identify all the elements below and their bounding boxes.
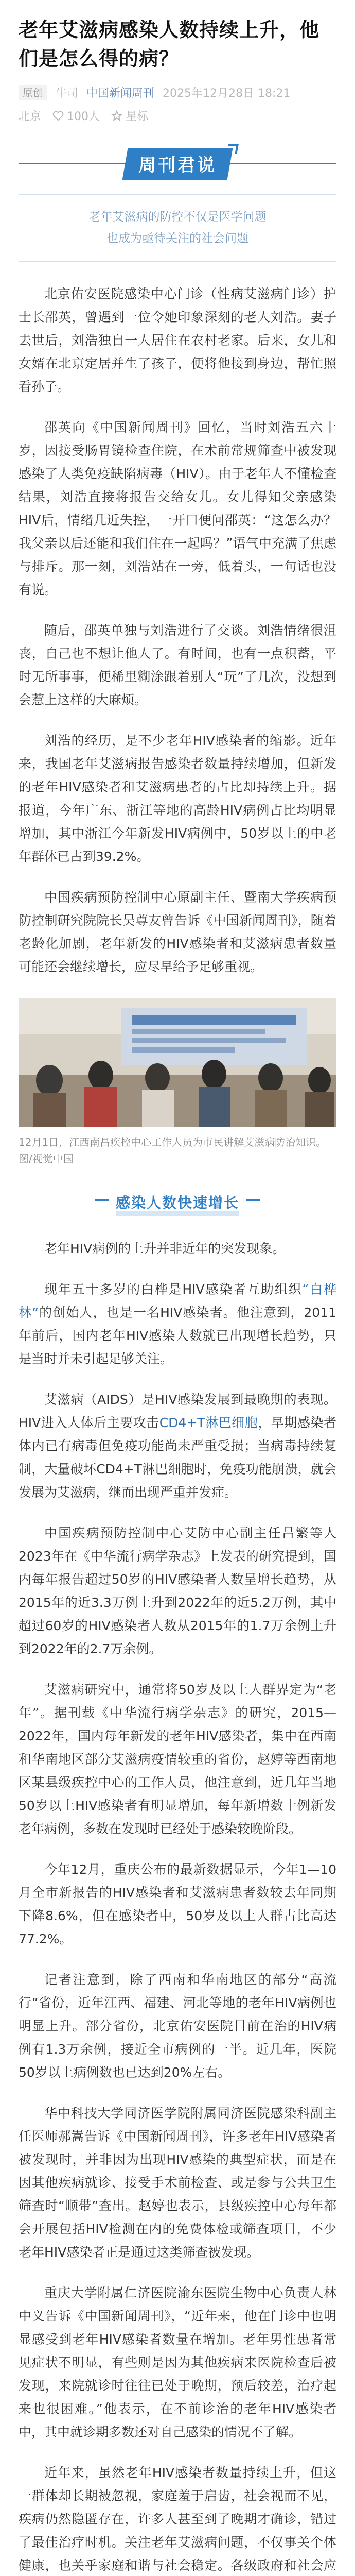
subtitle-line-1: 老年艾滋病的防控不仅是医学问题 bbox=[88, 210, 267, 224]
paragraph-10: 艾滋病研究中，通常将50岁及以上人群界定为“老年”。据刊载《中华流行病学杂志》的研究，2015—2022年，国内每年新发的老年HIV感染者，集中在西南和华南地区部分艾滋病疫情较重的省份，赵婷等西南地区某县级疾控中心的工作人员，他注意到，近几年当地50岁以上HIV感染者有明显增加，每年新增数十例新发老年病例，多数在发现时已经处于感染较晚阶段。 bbox=[19, 1682, 336, 1836]
paragraph-11: 今年12月，重庆公布的最新数据显示，今年1—10月全市新报告的HIV感染者和艾滋病患者数较去年同期下降8.6%，但在感染者中，50岁及以上人群占比高达77.2%。 bbox=[19, 1862, 336, 1946]
source-link[interactable]: 中国新闻周刊 bbox=[86, 87, 155, 100]
article-meta bbox=[0, 73, 355, 100]
section-heading-text: 感染人数快速增长 bbox=[95, 1189, 260, 1215]
paragraph-15-text: 近年来，虽然老年HIV感染者数量持续上升，但这一群体却长期被忽视，家庭羞于启齿，社会视而不见，疾病仍然隐匿存在，许多人甚至到了晚期才确诊，错过了最佳治疗时机。关注老年艾滋病问题，不仅事关个体健康，也关乎家庭和谐与社会稳定。各级政府和社会应 bbox=[19, 2465, 336, 2573]
paragraph-4: 刘浩的经历，是不少老年HIV感染者的缩影。近年来，我国老年艾滋病报告感染者数量持续增加，但新发的老年HIV感染者和艾滋病患者的占比却持续上升。据报道，今年广东、浙江等地的高龄HIV病例占比均明显增加，其中浙江今年新发HIV病例中，50岁以上的中老年群体已占到39.2%。 bbox=[19, 733, 336, 864]
article-stats bbox=[0, 100, 355, 124]
column-badge-text: 周刊君说 bbox=[138, 155, 217, 176]
original-tag: 原创 bbox=[19, 85, 47, 100]
publicity-event-illustration bbox=[19, 998, 336, 1127]
paragraph-7 bbox=[0, 1278, 355, 1370]
likes-count: 100人 bbox=[67, 110, 100, 123]
subtitle-line-2: 也成为亟待关注的社会问题 bbox=[106, 232, 248, 245]
paragraph-12: 记者注意到，除了西南和华南地区的部分“高流行”省份，近年江西、福建、河北等地的老年HIV病例也明显上升。部分省份，北京佑安医院目前在治的HIV病例有1.3万余例，接近全市病例的一半。近几年，医院50岁以上病例数也已达到20%左右。 bbox=[19, 1972, 336, 2080]
publish-datetime: 2025年12月28日 18:21 bbox=[163, 87, 291, 100]
paragraph-2: 邵英向《中国新闻周刊》回忆，当时刘浩五六十岁，因接受肠胃镜检查住院，在术前常规筛查中被发现感染了人类免疫缺陷病毒（HIV）。由于老年人不懂检查结果，刘浩直接将报告交给女儿。女儿得知父亲感染HIV后，情绪几近失控，一开口便问邵英：“这怎么办？我父亲以后还能和我们住在一起吗？”语气中充满了焦虑与排斥。那一刻，刘浩站在一旁，低着头，一句话也没有说。 bbox=[19, 420, 336, 597]
column-header bbox=[0, 147, 355, 180]
column-subtitle bbox=[19, 194, 336, 262]
paragraph-7-text-a: 现年五十多岁的白桦是HIV感染者互助组织 bbox=[44, 1282, 303, 1297]
baihualin-link[interactable]: “白桦林” bbox=[19, 1282, 337, 1320]
paragraph-6: 老年HIV病例的上升并非近年的突发现象。 bbox=[44, 1241, 286, 1256]
paragraph-9: 中国疾病预防控制中心艾防中心副主任吕繁等人2023年在《中华流行病学杂志》上发表的研究提到，国内每年报告超过50岁的HIV感染者人数呈增长趋势，从2015年的近3.3万例上升到2022年的近5.2万例，其中超过60岁的HIV感染者人数从2015年的1.7万余例上升到2022年的2.7万余例。 bbox=[19, 1526, 336, 1656]
paragraph-13: 华中科技大学同济医学院附属同济医院感染科副主任医师郝嵩告诉《中国新闻周刊》，许多老年HIV感染者被发现时，并非因为出现HIV感染的典型症状，而是在因其他疾病就诊、接受手术前检查、或是参与公共卫生筛查时“顺带”查出。赵婷也表示，县级疾控中心每年都会开展包括HIV检测在内的免费体检或筛查项目，不少老年HIV感染者正是通过这类筛查被发现。 bbox=[19, 2106, 336, 2260]
badge-accent bbox=[226, 144, 239, 154]
paragraph-1: 北京佑安医院感染中心门诊（性病艾滋病门诊）护士长邵英，曾遇到一位令她印象深刻的老人刘浩。妻子去世后，刘浩独自一人居住在农村老家。后来，女儿和女婿在北京定居并生了孩子，便将他接到身边，帮忙照看孙子。 bbox=[19, 286, 336, 394]
figure-1 bbox=[19, 998, 336, 1167]
star-button[interactable] bbox=[111, 108, 148, 124]
star-label: 星标 bbox=[126, 110, 149, 123]
likes-stat[interactable] bbox=[52, 108, 100, 124]
article-title: 老年艾滋病感染人数持续上升，他们是怎么得的病？ bbox=[19, 19, 320, 70]
figure-1-photo[interactable] bbox=[19, 998, 336, 1127]
location-label: 北京 bbox=[19, 110, 42, 123]
author-name: 牛司 bbox=[56, 87, 79, 100]
paragraph-8-text-a: 艾滋病（AIDS）是HIV感染发展到最晚期的表现。HIV进入人体后主要攻击 bbox=[19, 1392, 336, 1430]
paragraph-5: 中国疾病预防控制中心原副主任、暨南大学疾病预防控制研究院院长吴尊友曾告诉《中国新闻周刊》，随着老龄化加剧，老年新发的HIV感染者和艾滋病患者数量可能还会继续增长，应尽早给予足够重视。 bbox=[19, 890, 336, 974]
cd4-link[interactable]: CD4+T淋巴细胞 bbox=[159, 1415, 258, 1430]
figure-1-caption: 12月1日，江西南昌疾控中心工作人员为市民讲解艾滋病防治知识。图/视觉中国 bbox=[19, 1136, 327, 1165]
paragraph-15 bbox=[0, 2461, 355, 2576]
like-icon bbox=[52, 110, 64, 122]
paragraph-3: 随后，邵英单独与刘浩进行了交谈。刘浩情绪很沮丧，自己也不想让他人了。有时间，也有一点积蓄，平时无所事事，便稀里糊涂跟着别人“玩”了几次，没想到会惹上这样的大麻烦。 bbox=[19, 623, 336, 707]
paragraph-14: 重庆大学附属仁济医院渝东医院生物中心负责人林中义告诉《中国新闻周刊》，“近年来，他在门诊中也明显感受到老年HIV感染者数量在增加。老年男性患者常见症状不明显，有些则是因为其他疾病来医院检查后被发现，来院就诊时往往已处于晚期，预后较差，治疗起来也很困难。”他表示，在不前诊治的老年HIV感染者中，其中就诊期多数还对自己感染的情况不了解。 bbox=[19, 2285, 336, 2439]
star-icon bbox=[111, 110, 122, 122]
section-heading bbox=[0, 1189, 355, 1216]
column-badge bbox=[122, 148, 233, 180]
paragraph-8 bbox=[0, 1388, 355, 1504]
paragraph-8-text-b: ，早期感染者体内已有病毒但免疫功能尚未严重受损；当病毒持续复制，大量破坏CD4+T淋巴细胞时，免疫功能崩溃，就会发展为艾滋病，继而出现严重并发症。 bbox=[19, 1415, 336, 1500]
paragraph-7-text-b: 的创始人，也是一名HIV感染者。他注意到，2011年前后，国内老年HIV感染人数就已出现增长趋势，只是当时并未引起足够关注。 bbox=[19, 1305, 336, 1366]
